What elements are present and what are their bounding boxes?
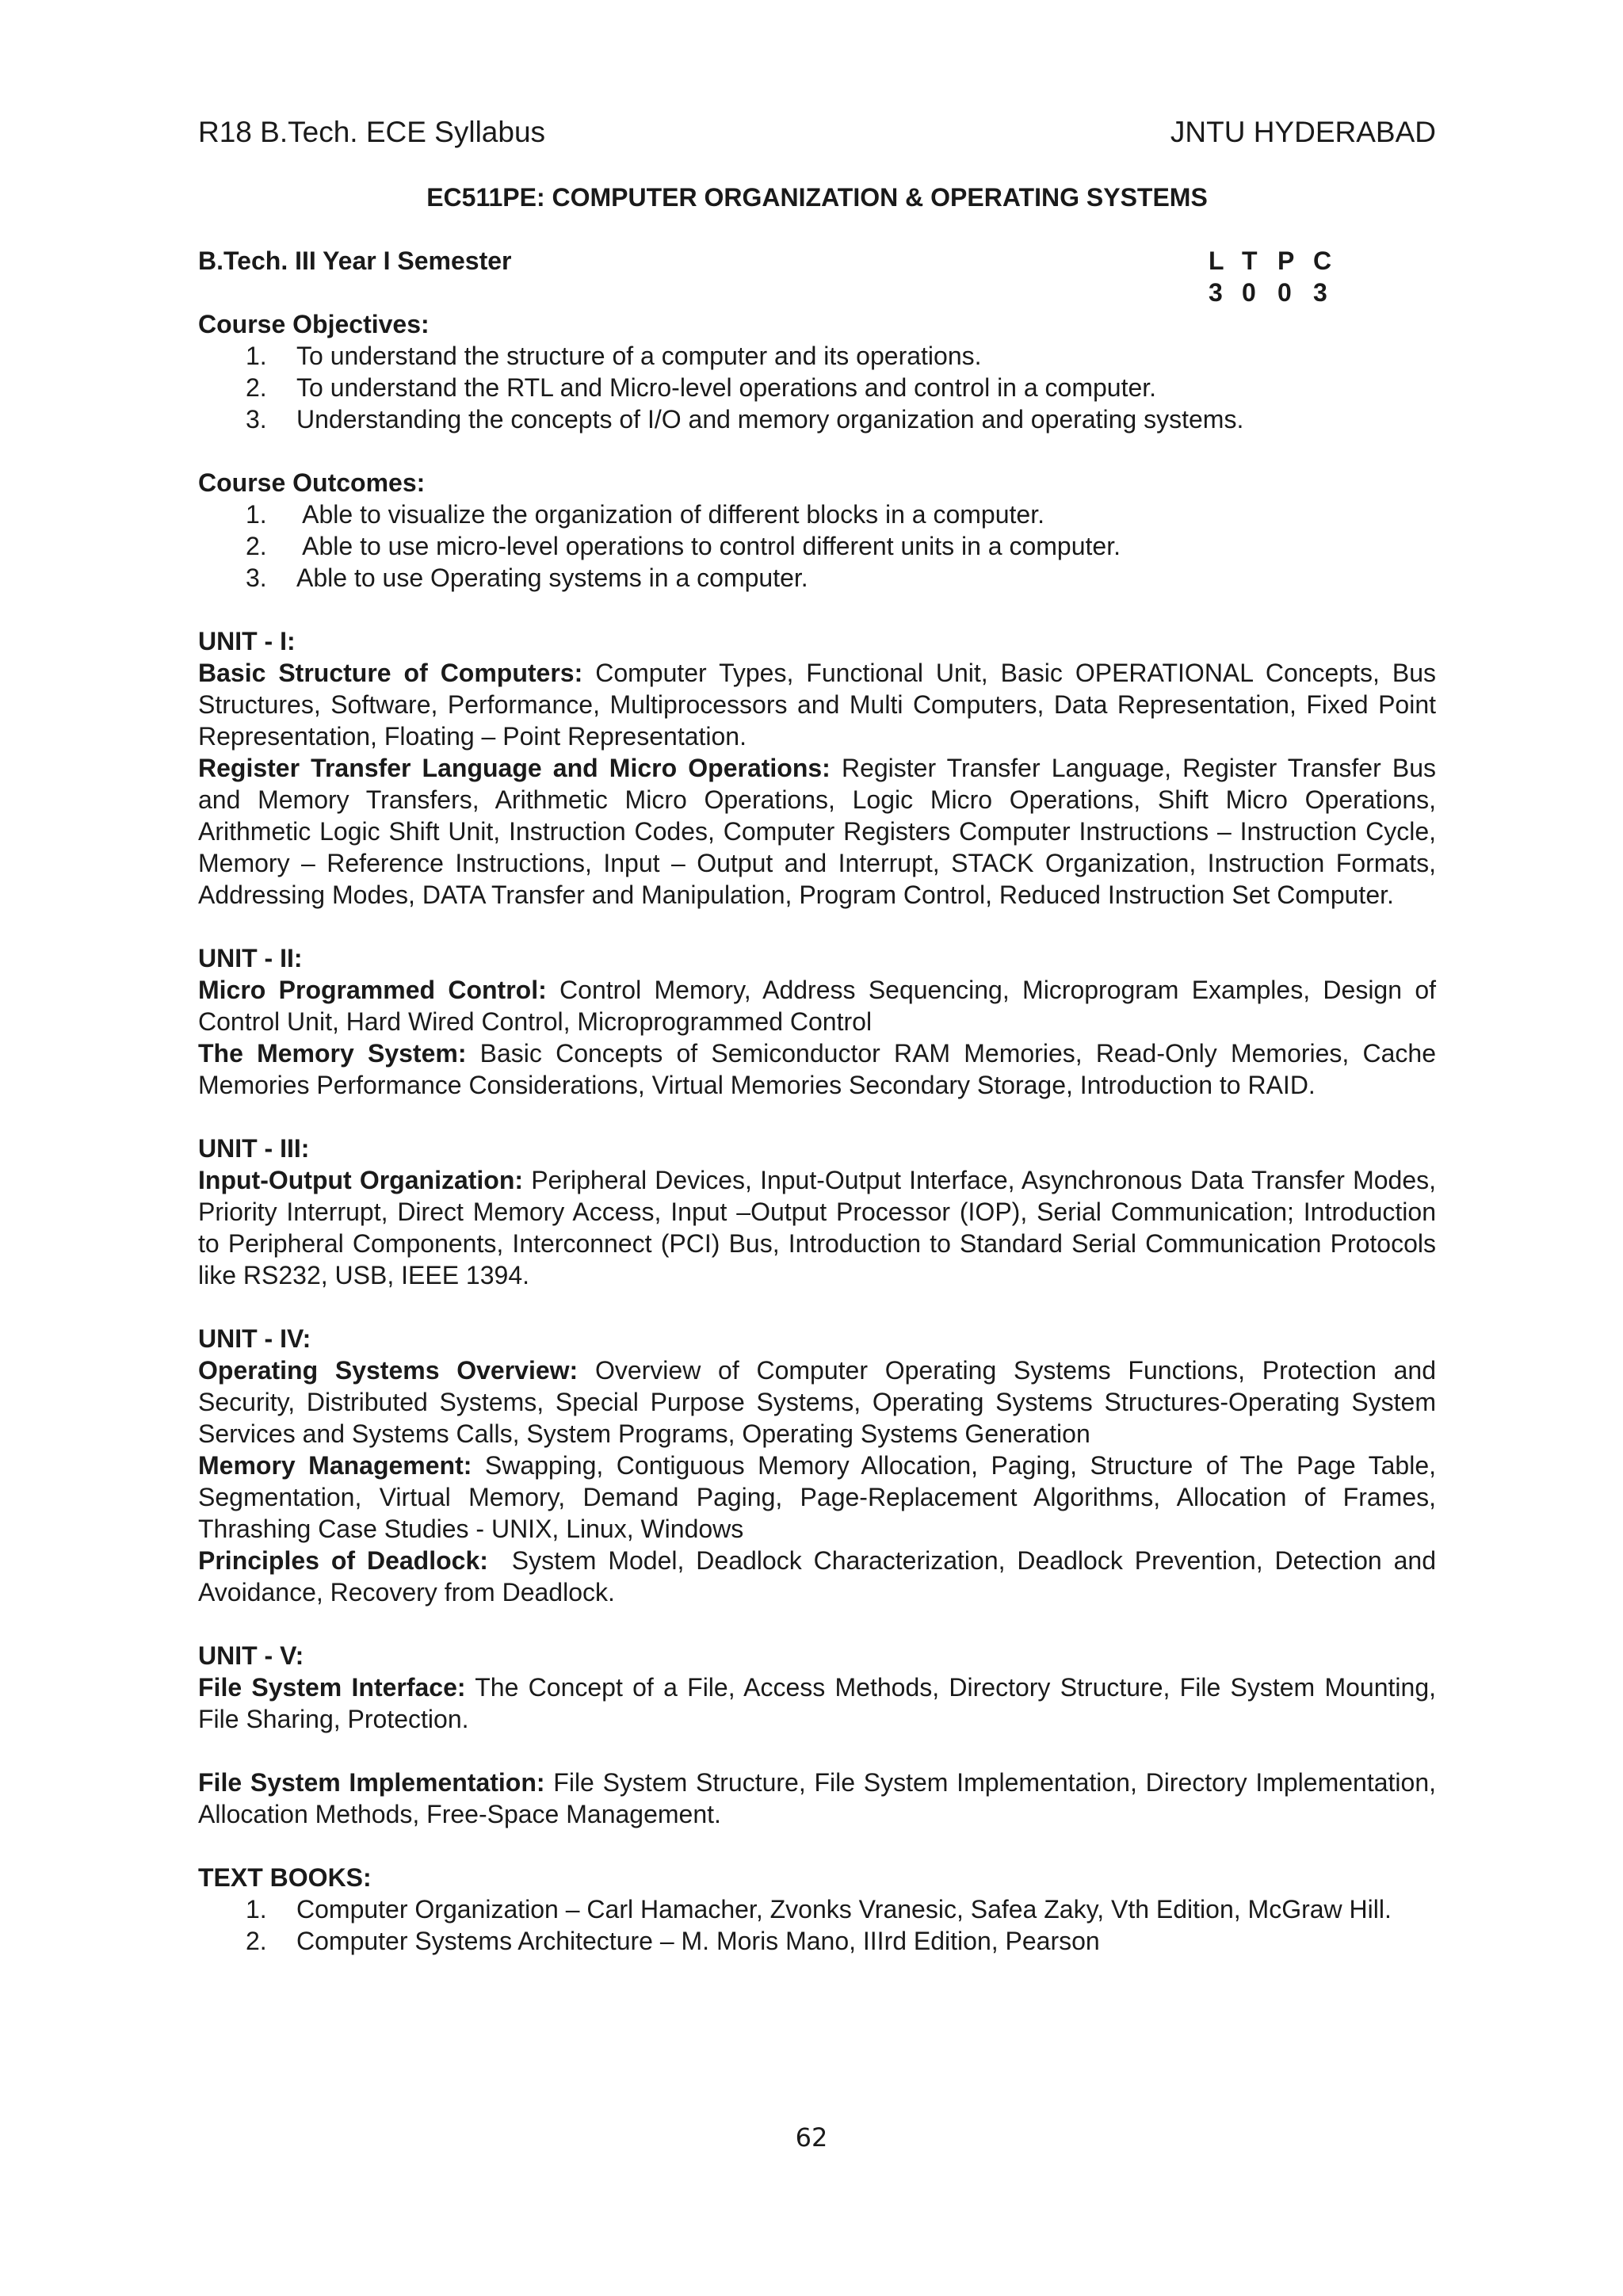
- topic-title: File System Implementation:: [198, 1768, 545, 1797]
- list-item: 2. Computer Systems Architecture – M. Moris Mano, IIIrd Edition, Pearson: [246, 1927, 1100, 1955]
- topic-title: File System Interface:: [198, 1673, 466, 1702]
- unit-paragraph: [198, 657, 1436, 752]
- list-item: 1. Able to visualize the organization of different blocks in a computer.: [246, 500, 1044, 529]
- unit-heading: UNIT - IV:: [198, 1324, 311, 1353]
- header-left: R18 B.Tech. ECE Syllabus: [198, 116, 546, 148]
- ltpc-value-l: 3: [1209, 278, 1223, 307]
- ltpc-value-t: 0: [1242, 278, 1256, 307]
- ltpc-label-p: P: [1277, 246, 1295, 275]
- unit-heading: UNIT - II:: [198, 944, 303, 972]
- topic-title: Register Transfer Language and Micro Operations:: [198, 754, 831, 782]
- topic-text: Overview of Computer Operating Systems Functions, Protection and Security, Distributed Systems, Special Purpose Systems, Operating Systems Structures-Operating System Services and Systems Calls, System Programs, Operating Systems Generation: [198, 1356, 1437, 1448]
- unit-paragraph: [198, 1767, 1436, 1830]
- unit-paragraph: [198, 974, 1436, 1037]
- objectives-heading: Course Objectives:: [198, 310, 430, 338]
- unit-paragraph: [198, 1037, 1436, 1101]
- unit-3: [198, 1133, 1436, 1291]
- page-header: [198, 115, 1436, 150]
- topic-title: Basic Structure of Computers:: [198, 659, 583, 687]
- course-objectives: [198, 308, 1436, 435]
- topic-text: The Concept of a File, Access Methods, Directory Structure, File System Mounting, File Sharing, Protection.: [198, 1673, 1437, 1733]
- topic-text: Control Memory, Address Sequencing, Microprogram Examples, Design of Control Unit, Hard Wired Control, Microprogrammed Control: [198, 976, 1437, 1036]
- topic-text: Swapping, Contiguous Memory Allocation, Paging, Structure of The Page Table, Segmentation, Virtual Memory, Demand Paging, Page-Replacement Algorithms, Allocation of Frames, Thrashing Case Studies - UNIX, Linux, Windows: [198, 1451, 1437, 1543]
- topic-title: Operating Systems Overview:: [198, 1356, 579, 1385]
- unit-heading: UNIT - V:: [198, 1641, 304, 1670]
- semester-label: B.Tech. III Year I Semester: [198, 246, 512, 275]
- semester-row: [198, 245, 1436, 307]
- list-item: 1. Computer Organization – Carl Hamacher, Zvonks Vranesic, Safea Zaky, Vth Edition, McGraw Hill.: [246, 1895, 1392, 1924]
- topic-text: Computer Types, Functional Unit, Basic OPERATIONAL Concepts, Bus Structures, Software, Performance, Multiprocessors and Multi Computers, Data Representation, Fixed Point Representation, Floating – Point Representation.: [198, 659, 1437, 751]
- topic-title: Input-Output Organization:: [198, 1166, 524, 1194]
- topic-text: Peripheral Devices, Input-Output Interface, Asynchronous Data Transfer Modes, Priority Interrupt, Direct Memory Access, Input –Output Processor (IOP), Serial Communication; Introduction to Peripheral Components, Interconnect (PCI) Bus, Introduction to Standard Serial Communication Protocols like RS232, USB, IEEE 1394.: [198, 1166, 1437, 1289]
- unit-paragraph: [198, 1450, 1436, 1545]
- unit-paragraph: [198, 1671, 1436, 1735]
- unit-1: [198, 625, 1436, 911]
- topic-text: Register Transfer Language, Register Transfer Bus and Memory Transfers, Arithmetic Micro Operations, Logic Micro Operations, Shift Micro Operations, Arithmetic Logic Shift Unit, Instruction Codes, Computer Registers Computer Instructions – Instruction Cycle, Memory – Reference Instructions, Input – Output and Interrupt, STACK Organization, Instruction Formats, Addressing Modes, DATA Transfer and Manipulation, Program Control, Reduced Instruction Set Computer.: [198, 754, 1437, 909]
- list-item: 2. To understand the RTL and Micro-level operations and control in a computer.: [246, 373, 1157, 402]
- unit-paragraph: [198, 1545, 1442, 1608]
- list-item: 2. Able to use micro-level operations to control different units in a computer.: [246, 532, 1121, 560]
- textbooks-heading: TEXT BOOKS:: [198, 1863, 372, 1892]
- ltpc-value-c: 3: [1313, 278, 1327, 307]
- ltpc-labels: [1209, 245, 1349, 277]
- unit-4: [198, 1323, 1442, 1608]
- ltpc-label-t: T: [1242, 246, 1258, 275]
- unit-paragraph: [198, 752, 1436, 911]
- course-title: EC511PE: COMPUTER ORGANIZATION & OPERATING SYSTEMS: [426, 183, 1208, 212]
- topic-text: System Model, Deadlock Characterization, Deadlock Prevention, Detection and Avoidance, Recovery from Deadlock.: [198, 1546, 1442, 1606]
- list-item: 3. Understanding the concepts of I/O and memory organization and operating systems.: [246, 405, 1244, 434]
- topic-title: Memory Management:: [198, 1451, 472, 1480]
- page-number: 62: [795, 2122, 828, 2153]
- unit-2: [198, 942, 1436, 1101]
- list-item: 1. To understand the structure of a computer and its operations.: [246, 342, 982, 370]
- outcomes-heading: Course Outcomes:: [198, 468, 426, 497]
- unit-paragraph: [198, 1164, 1436, 1291]
- ltpc-label-l: L: [1209, 246, 1224, 275]
- topic-text: Basic Concepts of Semiconductor RAM Memories, Read-Only Memories, Cache Memories Performance Considerations, Virtual Memories Secondary Storage, Introduction to RAID.: [198, 1039, 1436, 1099]
- unit-heading: UNIT - I:: [198, 627, 296, 655]
- unit-paragraph: [198, 1354, 1436, 1450]
- topic-title: Principles of Deadlock:: [198, 1546, 488, 1575]
- topic-text: File System Structure, File System Implementation, Directory Implementation, Allocation Methods, Free-Space Management.: [198, 1768, 1437, 1828]
- unit-heading: UNIT - III:: [198, 1134, 310, 1163]
- ltpc-value-p: 0: [1277, 278, 1292, 307]
- syllabus-page: [198, 115, 1442, 1957]
- course-outcomes: [198, 467, 1436, 594]
- list-item: 3. Able to use Operating systems in a computer.: [246, 563, 808, 592]
- ltpc-table: [1209, 245, 1349, 308]
- header-right: JNTU HYDERABAD: [1170, 116, 1436, 148]
- ltpc-values: [1209, 277, 1349, 308]
- unit-5: [198, 1640, 1436, 1830]
- topic-title: The Memory System:: [198, 1039, 467, 1068]
- text-books: [198, 1862, 1436, 1957]
- ltpc-label-c: C: [1313, 246, 1332, 275]
- topic-title: Micro Programmed Control:: [198, 976, 547, 1004]
